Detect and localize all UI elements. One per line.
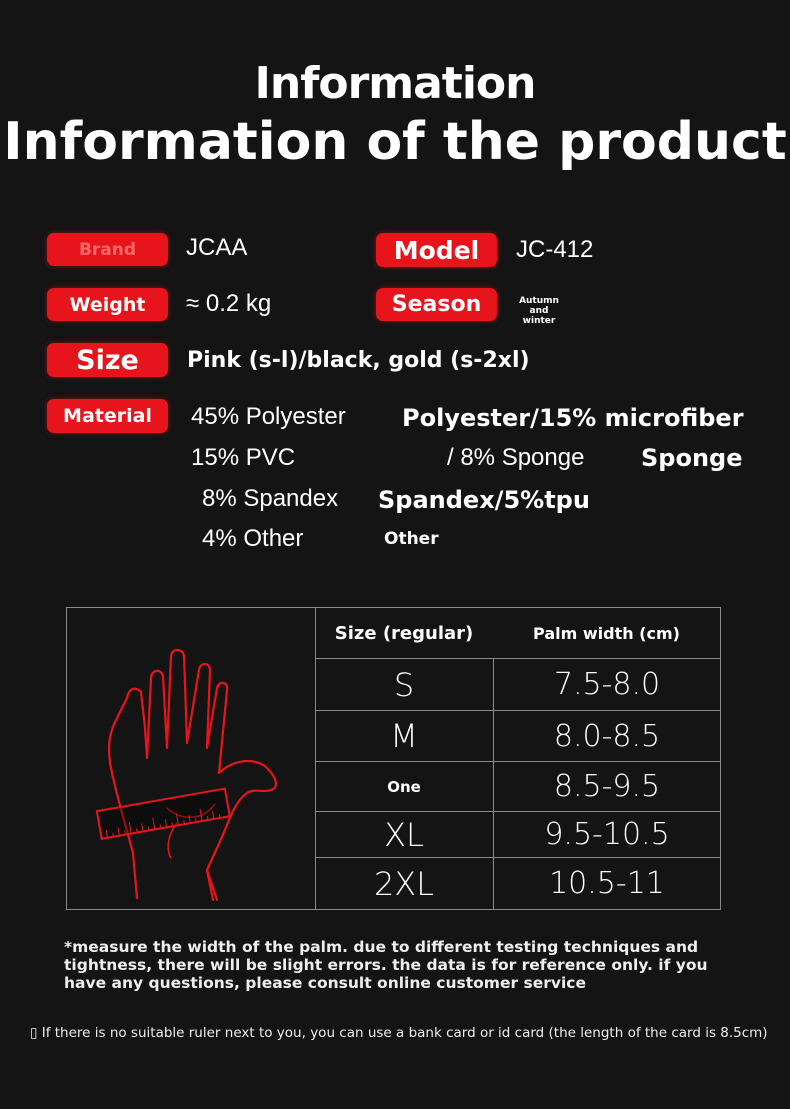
- material-row1-a: 45% Polyester: [191, 403, 346, 430]
- size-value: Pink (s-l)/black, gold (s-2xl): [187, 348, 530, 373]
- ruler-tip: ▯ If there is no suitable ruler next to you, you can use a bank card or id card (the length of the card is 8.5cm): [30, 1025, 768, 1041]
- row-width: 10.5-11: [549, 866, 665, 901]
- row-size: One: [387, 777, 421, 796]
- season-value: [512, 296, 566, 326]
- model-value: JC-412: [516, 236, 594, 263]
- row-size: S: [393, 665, 415, 704]
- page-title: Information: [254, 58, 536, 109]
- material-row2-c: Sponge: [641, 444, 743, 472]
- header-palm-width: Palm width (cm): [533, 623, 680, 643]
- season-value-line1: Autumn: [519, 296, 559, 306]
- brand-label: Brand: [47, 233, 168, 266]
- material-row1-b: Polyester/15% microfiber: [402, 404, 744, 432]
- weight-label: Weight: [47, 288, 168, 321]
- size-label: Size: [47, 343, 168, 377]
- material-row4-b: Other: [384, 529, 439, 549]
- row-width: 7.5-8.0: [553, 667, 661, 702]
- model-label: Model: [376, 233, 497, 267]
- row-width: 8.5-9.5: [553, 769, 661, 804]
- measure-note: *measure the width of the palm. due to different testing techniques and tightness, there will be slight errors. the data is for reference only. if you have any questions, please consult online customer service: [64, 938, 708, 992]
- page-subtitle: Information of the product: [3, 112, 787, 172]
- brand-value: JCAA: [186, 234, 248, 261]
- row-size: XL: [384, 815, 424, 854]
- row-width: 9.5-10.5: [544, 817, 670, 852]
- material-label: Material: [47, 399, 168, 433]
- material-row3-b: Spandex/5%tpu: [378, 486, 590, 514]
- season-value-line2: and winter: [522, 306, 556, 326]
- row-size: M: [390, 717, 418, 755]
- row-size: 2XL: [373, 864, 435, 903]
- header-size: Size (regular): [334, 622, 474, 644]
- material-row2-a: 15% PVC: [191, 444, 296, 471]
- weight-value: ≈ 0.2 kg: [186, 290, 272, 317]
- material-row3-a: 8% Spandex: [202, 485, 339, 512]
- season-label: Season: [376, 288, 497, 321]
- size-chart: [66, 607, 721, 910]
- material-row2-b: / 8% Sponge: [447, 444, 585, 471]
- hand-measure-icon: [67, 608, 315, 909]
- row-width: 8.0-8.5: [553, 718, 661, 754]
- material-row4-a: 4% Other: [202, 525, 304, 552]
